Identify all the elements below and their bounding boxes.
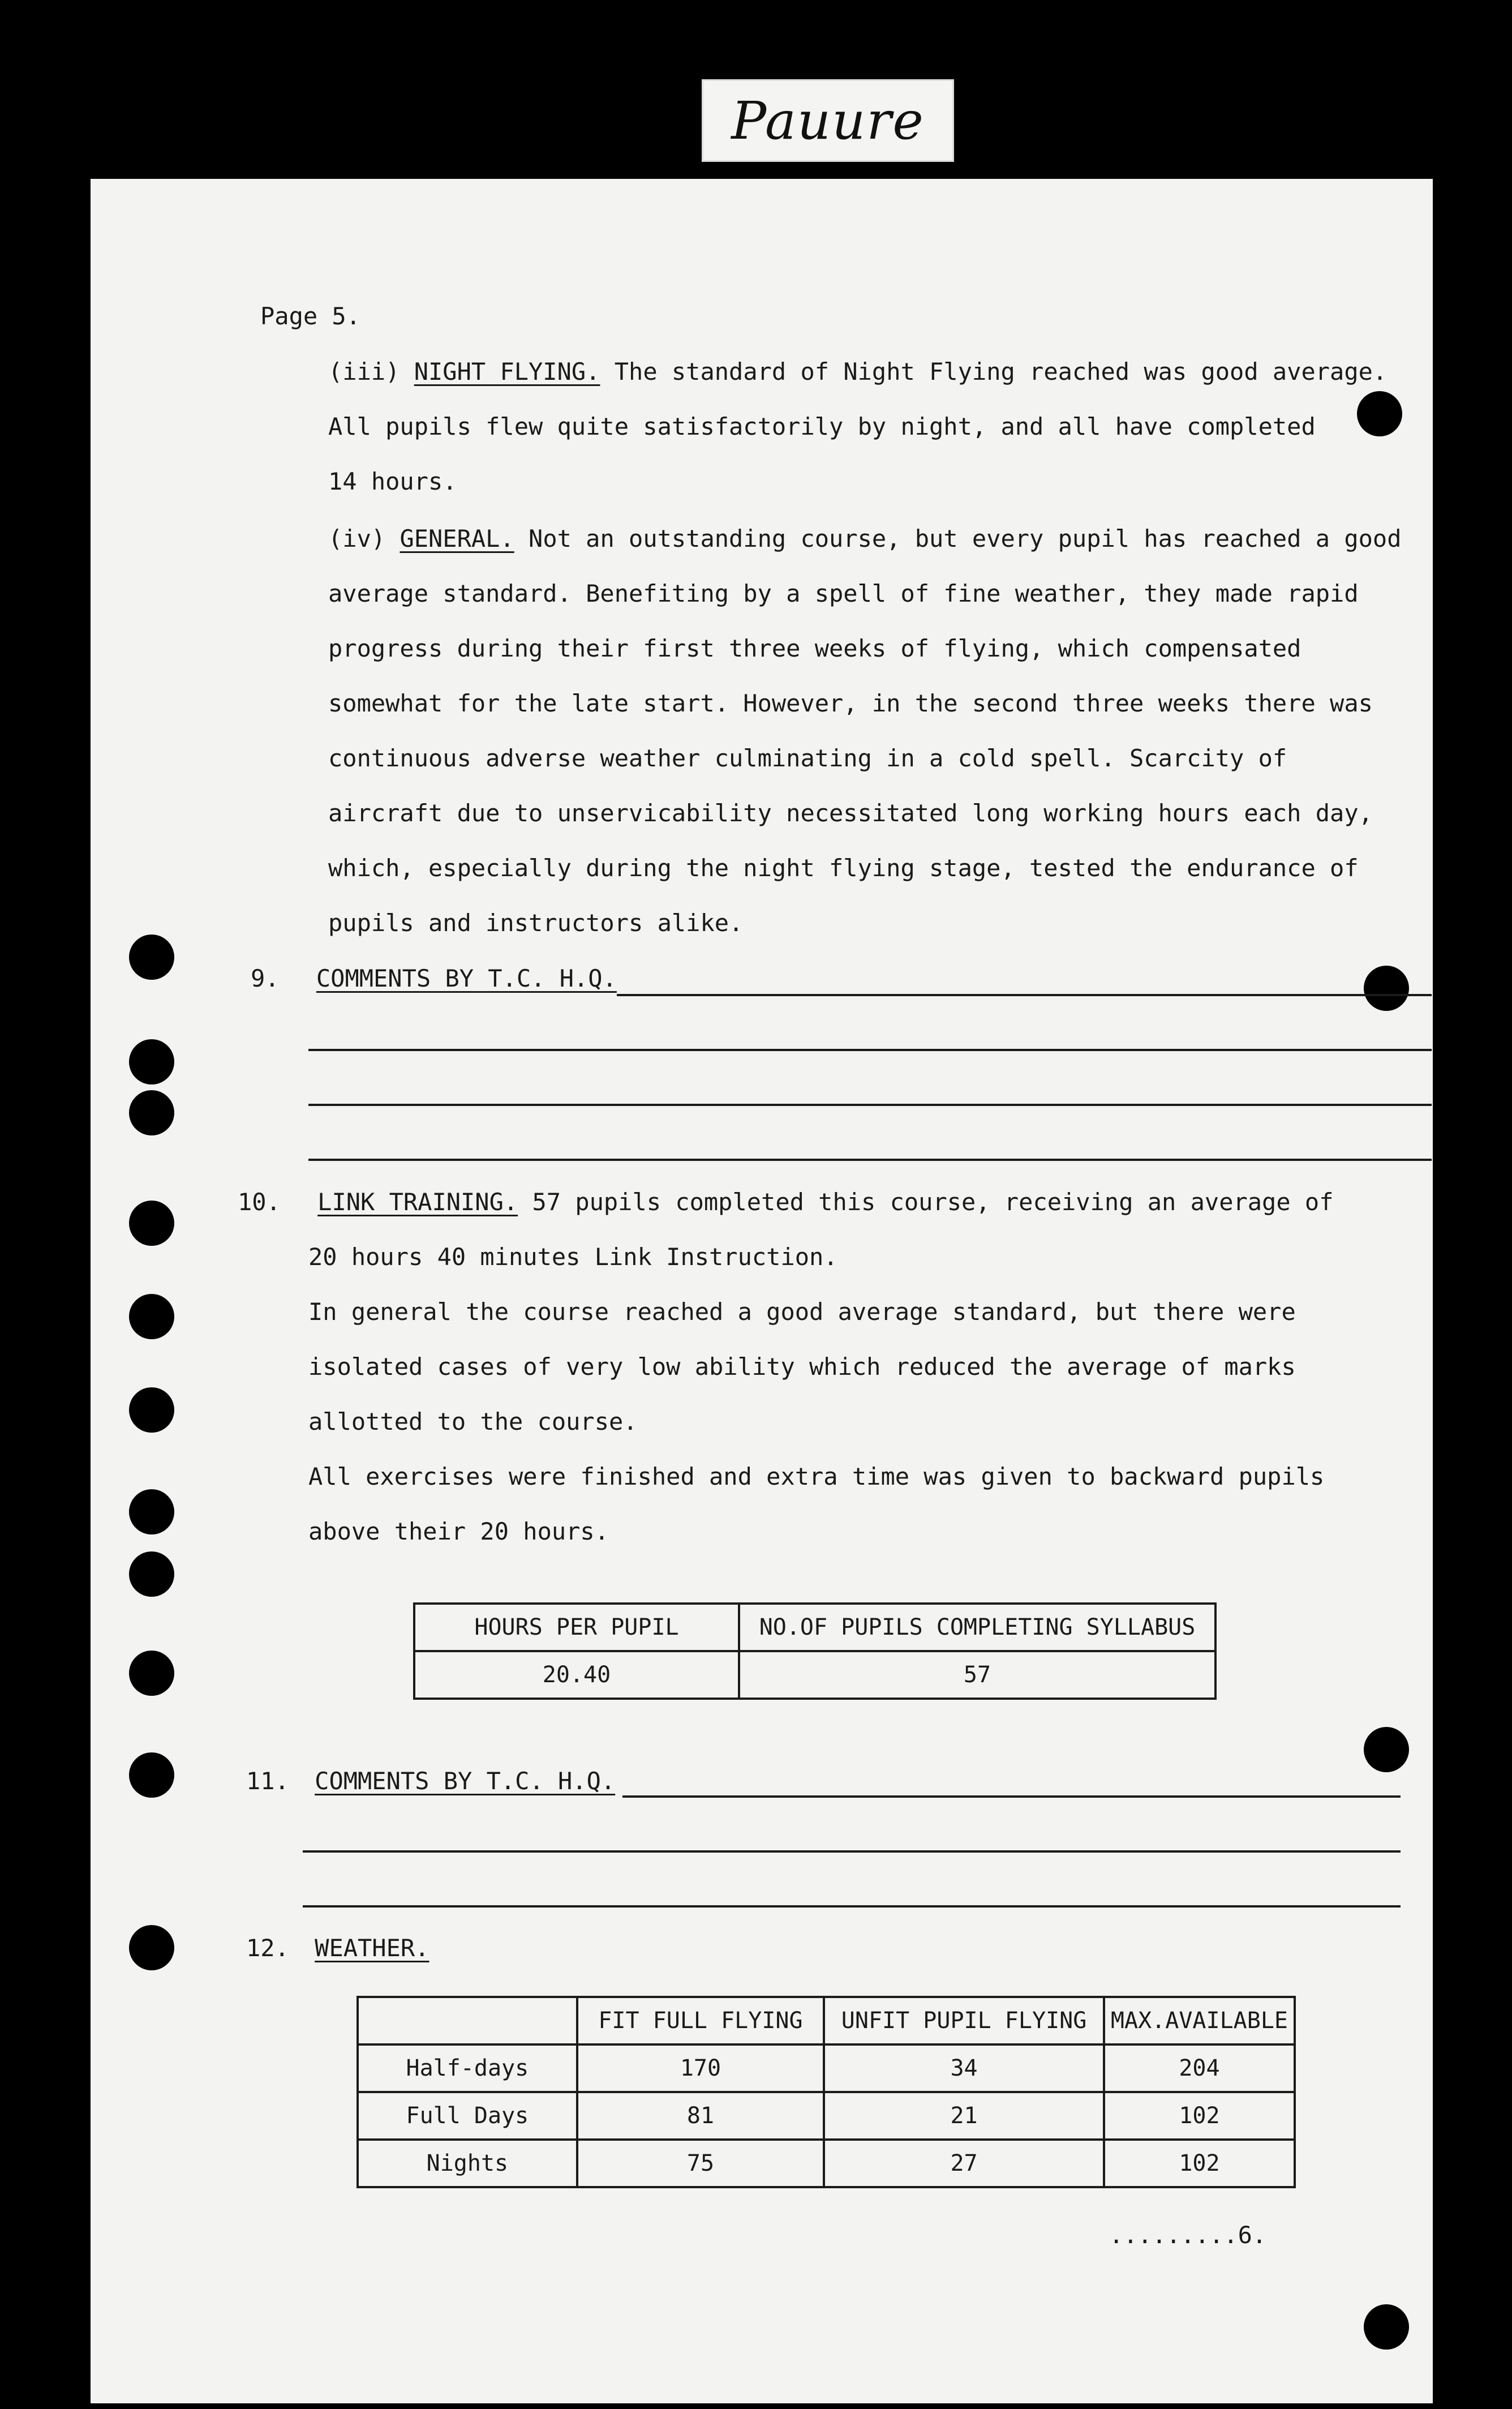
punch-hole xyxy=(1364,1727,1409,1772)
comments-9-number: 9. xyxy=(251,965,280,992)
night-flying-line-1 xyxy=(328,360,1387,384)
table-cell: 21 xyxy=(824,2092,1104,2140)
general-line-1 xyxy=(328,527,1402,551)
table-cell: 81 xyxy=(577,2092,824,2140)
comments-9-heading: COMMENTS BY T.C. H.Q. xyxy=(316,965,617,992)
punch-hole xyxy=(129,1387,174,1433)
night-flying-text-1: The standard of Night Flying reached was good average. xyxy=(600,358,1388,385)
punch-hole xyxy=(129,1294,174,1339)
document-page xyxy=(91,179,1433,2403)
table-cell: 102 xyxy=(1104,2140,1295,2187)
comments-11-rule xyxy=(622,1795,1401,1798)
link-training-line-6: All exercises were finished and extra time was given to backward pupils xyxy=(308,1463,1325,1490)
link-training-line-5: allotted to the course. xyxy=(308,1408,638,1435)
table-row xyxy=(414,1651,1215,1699)
comments-9-rule xyxy=(308,1159,1432,1161)
weather-table xyxy=(356,1996,1296,2188)
table-row xyxy=(358,2044,1295,2092)
link-training-line-3: In general the course reached a good average standard, but there were xyxy=(308,1298,1296,1326)
comments-11-heading-row xyxy=(246,1769,615,1793)
table-row xyxy=(358,2092,1295,2140)
link-training-heading: LINK TRAINING. xyxy=(317,1188,518,1216)
table-row-label: Nights xyxy=(358,2140,577,2187)
punch-hole xyxy=(1357,391,1402,436)
night-flying-lead: (iii) xyxy=(328,358,400,385)
night-flying-heading: NIGHT FLYING. xyxy=(414,358,600,385)
weather-heading: WEATHER. xyxy=(315,1934,429,1962)
punch-hole xyxy=(129,1039,174,1085)
table-cell: 102 xyxy=(1104,2092,1295,2140)
table-header-cell: NO.OF PUPILS COMPLETING SYLLABUS xyxy=(739,1604,1215,1651)
general-line-4: somewhat for the late start. However, in the second three weeks there was xyxy=(328,689,1373,717)
link-training-line-2: 20 hours 40 minutes Link Instruction. xyxy=(308,1243,838,1271)
table-header-cell: FIT FULL FLYING xyxy=(577,1997,824,2044)
table-header-cell: MAX.AVAILABLE xyxy=(1104,1997,1295,2044)
link-training-text-1: 57 pupils completed this course, receiving an average of xyxy=(518,1188,1334,1216)
punch-hole xyxy=(129,1489,174,1534)
table-row xyxy=(414,1604,1215,1651)
punch-hole xyxy=(129,1551,174,1597)
weather-number: 12. xyxy=(246,1934,289,1962)
comments-9-heading-row xyxy=(251,967,617,991)
comments-11-number: 11. xyxy=(246,1767,289,1795)
table-cell: 20.40 xyxy=(414,1651,739,1699)
table-row xyxy=(358,2140,1295,2187)
general-line-6: aircraft due to unservicability necessitated long working hours each day, xyxy=(328,799,1373,827)
night-flying-line-3: 14 hours. xyxy=(328,468,457,495)
archive-label-card: Pauure xyxy=(702,79,954,162)
table-cell: 204 xyxy=(1104,2044,1295,2092)
comments-9-rule xyxy=(308,1104,1432,1106)
punch-hole xyxy=(1364,2304,1409,2350)
link-training-number: 10. xyxy=(238,1188,281,1216)
general-line-8: pupils and instructors alike. xyxy=(328,909,744,937)
link-training-line-7: above their 20 hours. xyxy=(308,1518,609,1545)
table-row-label: Half-days xyxy=(358,2044,577,2092)
comments-11-heading: COMMENTS BY T.C. H.Q. xyxy=(315,1767,616,1795)
punch-hole xyxy=(129,1651,174,1696)
table-cell: 170 xyxy=(577,2044,824,2092)
table-header-cell: UNFIT PUPIL FLYING xyxy=(824,1997,1104,2044)
general-line-3: progress during their first three weeks of flying, which compensated xyxy=(328,635,1301,662)
comments-11-rule xyxy=(303,1850,1401,1853)
table-row-label: Full Days xyxy=(358,2092,577,2140)
link-training-line-1 xyxy=(238,1190,1333,1214)
link-training-line-4: isolated cases of very low ability which reduced the average of marks xyxy=(308,1353,1296,1381)
comments-9-rule xyxy=(308,1049,1432,1051)
general-lead: (iv) xyxy=(328,525,386,552)
link-training-table xyxy=(413,1602,1217,1700)
table-cell: 75 xyxy=(577,2140,824,2187)
general-line-2: average standard. Benefiting by a spell of fine weather, they made rapid xyxy=(328,580,1359,607)
comments-9-rule xyxy=(617,994,1432,996)
weather-heading-row xyxy=(246,1936,429,1960)
continuation-marker: .........6. xyxy=(1109,2221,1267,2249)
general-line-5: continuous adverse weather culminating in a cold spell. Scarcity of xyxy=(328,744,1287,772)
general-heading: GENERAL. xyxy=(400,525,514,552)
punch-hole xyxy=(129,1925,174,1970)
punch-hole xyxy=(129,1201,174,1246)
punch-hole xyxy=(129,935,174,980)
page-number: Page 5. xyxy=(260,302,361,330)
general-line-7: which, especially during the night flying stage, tested the endurance of xyxy=(328,854,1359,882)
comments-11-rule xyxy=(303,1905,1401,1908)
table-cell: 57 xyxy=(739,1651,1215,1699)
punch-hole xyxy=(129,1090,174,1135)
punch-hole xyxy=(1364,966,1409,1011)
table-cell: 34 xyxy=(824,2044,1104,2092)
night-flying-line-2: All pupils flew quite satisfactorily by night, and all have completed xyxy=(328,413,1316,440)
general-text-1: Not an outstanding course, but every pupil has reached a good xyxy=(514,525,1402,552)
punch-hole xyxy=(129,1752,174,1798)
table-header-cell xyxy=(358,1997,577,2044)
table-row xyxy=(358,1997,1295,2044)
table-header-cell: HOURS PER PUPIL xyxy=(414,1604,739,1651)
table-cell: 27 xyxy=(824,2140,1104,2187)
